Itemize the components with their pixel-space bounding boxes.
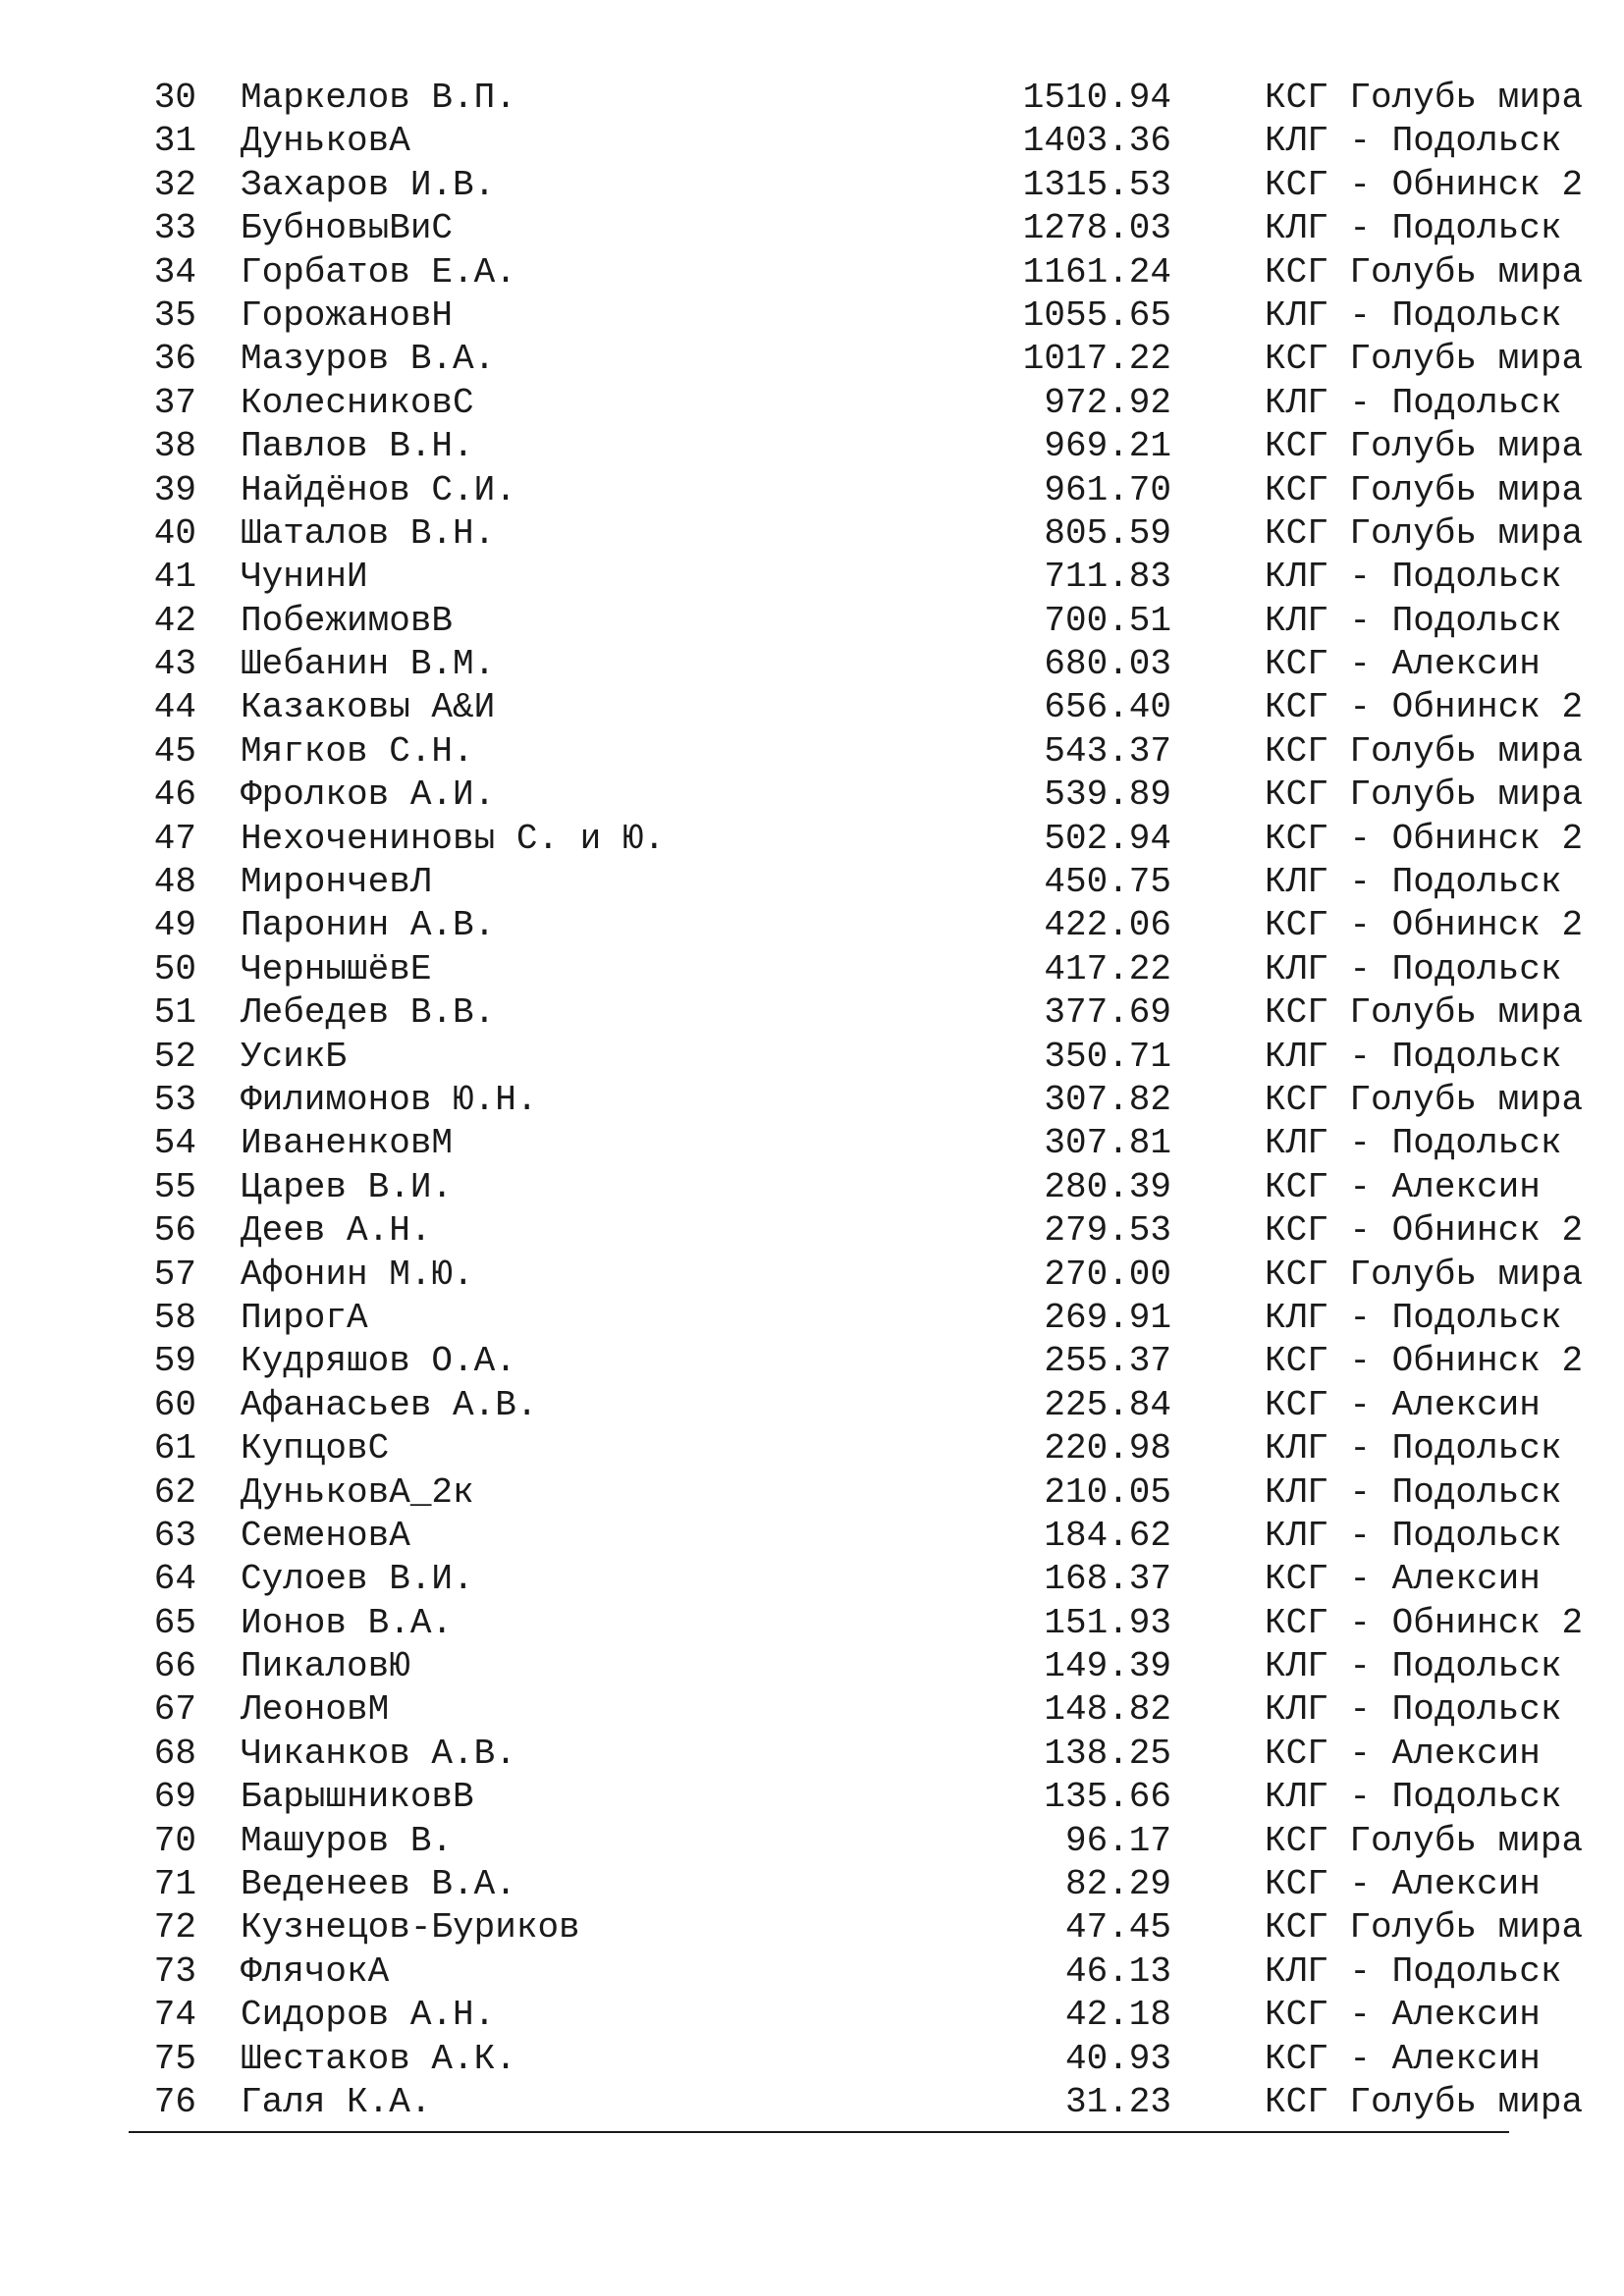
score-value: 307.82 <box>1044 1079 1171 1120</box>
participant-name: Казаковы А&И <box>241 687 496 728</box>
result-row <box>147 818 1584 861</box>
result-row <box>147 77 1584 120</box>
participant-name: Афанасьев А.В. <box>241 1384 538 1425</box>
club-name: КСГ - Обнинск 2 <box>1265 818 1584 859</box>
place-number: 67 <box>153 1689 196 1731</box>
score-value: 270.00 <box>1044 1254 1171 1295</box>
club-name: КСГ - Алексин <box>1265 1384 1541 1425</box>
score-value: 805.59 <box>1044 512 1171 554</box>
place-number: 66 <box>153 1646 196 1687</box>
participant-name: Мазуров В.А. <box>241 339 496 380</box>
club-name: КСГ Голубь мира <box>1265 78 1584 118</box>
club-name: КСГ Голубь мира <box>1265 469 1584 510</box>
club-name: КСГ Голубь мира <box>1265 774 1584 816</box>
place-number: 49 <box>153 905 196 946</box>
participant-name: Лебедев В.В. <box>241 992 496 1034</box>
result-row <box>147 1122 1562 1165</box>
club-name: КСГ Голубь мира <box>1265 339 1584 380</box>
club-name: КСГ - Алексин <box>1265 1864 1541 1905</box>
score-value: 220.98 <box>1044 1428 1171 1469</box>
participant-name: ПобежимовВ <box>241 600 454 641</box>
result-row <box>147 1733 1541 1776</box>
score-value: 149.39 <box>1044 1646 1171 1687</box>
place-number: 37 <box>153 382 196 423</box>
result-row <box>147 1994 1541 2037</box>
participant-name: Кудряшов О.А. <box>241 1341 516 1382</box>
result-row <box>147 1515 1562 1558</box>
place-number: 30 <box>153 78 196 118</box>
club-name: КСГ - Алексин <box>1265 1559 1541 1600</box>
participant-name: ИваненковМ <box>241 1123 454 1164</box>
place-number: 44 <box>153 687 196 728</box>
place-number: 42 <box>153 600 196 641</box>
participant-name: Мягков С.Н. <box>241 730 474 772</box>
place-number: 52 <box>153 1036 196 1077</box>
result-row <box>147 861 1562 904</box>
result-row <box>147 1384 1541 1427</box>
participant-name: Машуров В. <box>241 1820 454 1861</box>
participant-name: Павлов В.Н. <box>241 426 474 467</box>
score-value: 40.93 <box>1064 2038 1171 2079</box>
participant-name: Галя К.А. <box>241 2081 432 2122</box>
result-row <box>147 904 1584 947</box>
score-value: 969.21 <box>1044 426 1171 467</box>
score-value: 1315.53 <box>1022 164 1171 205</box>
score-value: 972.92 <box>1044 382 1171 423</box>
place-number: 62 <box>153 1471 196 1513</box>
score-value: 1403.36 <box>1022 121 1171 162</box>
result-row <box>147 948 1562 991</box>
place-number: 36 <box>153 339 196 380</box>
score-value: 961.70 <box>1044 469 1171 510</box>
club-name: КЛГ - Подольск <box>1265 1036 1562 1077</box>
club-name: КСГ - Обнинск 2 <box>1265 687 1584 728</box>
score-value: 135.66 <box>1044 1777 1171 1818</box>
score-value: 680.03 <box>1044 644 1171 685</box>
participant-name: Сидоров А.Н. <box>241 1995 496 2036</box>
place-number: 71 <box>153 1864 196 1905</box>
result-row <box>147 164 1584 207</box>
place-number: 45 <box>153 730 196 772</box>
club-name: КЛГ - Подольск <box>1265 1297 1562 1338</box>
score-value: 47.45 <box>1064 1907 1171 1949</box>
participant-name: Ионов В.А. <box>241 1602 454 1643</box>
place-number: 32 <box>153 164 196 205</box>
participant-name: Сулоев В.И. <box>241 1559 474 1600</box>
participant-name: ПирогА <box>241 1297 368 1338</box>
place-number: 59 <box>153 1341 196 1382</box>
participant-name: Деев А.Н. <box>241 1210 432 1252</box>
club-name: КСГ - Алексин <box>1265 1166 1541 1207</box>
result-row <box>147 1427 1562 1470</box>
participant-name: ЛеоновМ <box>241 1689 390 1731</box>
result-row <box>147 382 1562 425</box>
club-name: КЛГ - Подольск <box>1265 1950 1562 1992</box>
participant-name: ДуньковА <box>241 121 410 162</box>
club-name: КЛГ - Подольск <box>1265 600 1562 641</box>
participant-name: Чиканков А.В. <box>241 1733 516 1774</box>
score-value: 148.82 <box>1044 1689 1171 1731</box>
result-row <box>147 251 1584 294</box>
participant-name: Филимонов Ю.Н. <box>241 1079 538 1120</box>
participant-name: СеменовА <box>241 1515 410 1556</box>
score-value: 539.89 <box>1044 774 1171 816</box>
result-row <box>147 1340 1584 1383</box>
score-value: 42.18 <box>1064 1995 1171 2036</box>
score-value: 138.25 <box>1044 1733 1171 1774</box>
results-list <box>147 77 1584 2124</box>
bottom-rule <box>129 2131 1509 2133</box>
score-value: 1017.22 <box>1022 339 1171 380</box>
score-value: 307.81 <box>1044 1123 1171 1164</box>
club-name: КСГ Голубь мира <box>1265 512 1584 554</box>
score-value: 1510.94 <box>1022 78 1171 118</box>
club-name: КЛГ - Подольск <box>1265 382 1562 423</box>
club-name: КЛГ - Подольск <box>1265 948 1562 989</box>
participant-name: Веденеев В.А. <box>241 1864 516 1905</box>
result-row <box>147 991 1584 1035</box>
score-value: 700.51 <box>1044 600 1171 641</box>
participant-name: Шебанин В.М. <box>241 644 496 685</box>
place-number: 75 <box>153 2038 196 2079</box>
score-value: 255.37 <box>1044 1341 1171 1382</box>
result-row <box>147 1863 1541 1906</box>
place-number: 54 <box>153 1123 196 1164</box>
participant-name: КупцовС <box>241 1428 390 1469</box>
score-value: 82.29 <box>1064 1864 1171 1905</box>
club-name: КСГ Голубь мира <box>1265 1820 1584 1861</box>
place-number: 38 <box>153 426 196 467</box>
participant-name: Горбатов Е.А. <box>241 251 516 293</box>
place-number: 64 <box>153 1559 196 1600</box>
club-name: КСГ - Обнинск 2 <box>1265 905 1584 946</box>
participant-name: ФлячокА <box>241 1950 390 1992</box>
result-row <box>147 1688 1562 1732</box>
participant-name: Захаров И.В. <box>241 164 496 205</box>
score-value: 269.91 <box>1044 1297 1171 1338</box>
place-number: 69 <box>153 1777 196 1818</box>
place-number: 43 <box>153 644 196 685</box>
club-name: КСГ Голубь мира <box>1265 426 1584 467</box>
result-row <box>147 294 1562 338</box>
score-value: 280.39 <box>1044 1166 1171 1207</box>
place-number: 60 <box>153 1384 196 1425</box>
place-number: 47 <box>153 818 196 859</box>
participant-name: БарышниковВ <box>241 1777 474 1818</box>
place-number: 70 <box>153 1820 196 1861</box>
result-row <box>147 1297 1562 1340</box>
club-name: КСГ Голубь мира <box>1265 1907 1584 1949</box>
place-number: 63 <box>153 1515 196 1556</box>
result-row <box>147 1645 1562 1688</box>
result-row <box>147 1209 1584 1253</box>
place-number: 57 <box>153 1254 196 1295</box>
place-number: 46 <box>153 774 196 816</box>
score-value: 417.22 <box>1044 948 1171 989</box>
participant-name: Шаталов В.Н. <box>241 512 496 554</box>
place-number: 61 <box>153 1428 196 1469</box>
club-name: КЛГ - Подольск <box>1265 1646 1562 1687</box>
result-row <box>147 425 1584 468</box>
club-name: КСГ - Обнинск 2 <box>1265 1602 1584 1643</box>
club-name: КЛГ - Подольск <box>1265 1777 1562 1818</box>
score-value: 210.05 <box>1044 1471 1171 1513</box>
score-value: 656.40 <box>1044 687 1171 728</box>
club-name: КСГ Голубь мира <box>1265 251 1584 293</box>
place-number: 34 <box>153 251 196 293</box>
score-value: 279.53 <box>1044 1210 1171 1252</box>
club-name: КЛГ - Подольск <box>1265 208 1562 249</box>
result-row <box>147 1820 1584 1863</box>
score-value: 46.13 <box>1064 1950 1171 1992</box>
place-number: 48 <box>153 862 196 903</box>
score-value: 450.75 <box>1044 862 1171 903</box>
place-number: 55 <box>153 1166 196 1207</box>
place-number: 76 <box>153 2081 196 2122</box>
result-row <box>147 730 1584 774</box>
participant-name: ЧернышёвЕ <box>241 948 432 989</box>
result-row <box>147 469 1584 512</box>
club-name: КЛГ - Подольск <box>1265 1123 1562 1164</box>
club-name: КЛГ - Подольск <box>1265 1471 1562 1513</box>
club-name: КЛГ - Подольск <box>1265 294 1562 336</box>
score-value: 377.69 <box>1044 992 1171 1034</box>
result-row <box>147 1602 1584 1645</box>
participant-name: Паронин А.В. <box>241 905 496 946</box>
result-row <box>147 774 1584 817</box>
place-number: 58 <box>153 1297 196 1338</box>
participant-name: ПикаловЮ <box>241 1646 410 1687</box>
result-row <box>147 1079 1584 1122</box>
participant-name: Кузнецов-Буриков <box>241 1907 580 1949</box>
club-name: КСГ Голубь мира <box>1265 1254 1584 1295</box>
club-name: КСГ Голубь мира <box>1265 730 1584 772</box>
participant-name: УсикБ <box>241 1036 348 1077</box>
result-row <box>147 1950 1562 1994</box>
result-row <box>147 600 1562 643</box>
club-name: КСГ - Алексин <box>1265 644 1541 685</box>
club-name: КЛГ - Подольск <box>1265 557 1562 598</box>
place-number: 74 <box>153 1995 196 2036</box>
club-name: КСГ - Алексин <box>1265 2038 1541 2079</box>
participant-name: БубновыВиС <box>241 208 454 249</box>
score-value: 184.62 <box>1044 1515 1171 1556</box>
club-name: КСГ - Обнинск 2 <box>1265 1210 1584 1252</box>
score-value: 168.37 <box>1044 1559 1171 1600</box>
place-number: 73 <box>153 1950 196 1992</box>
club-name: КСГ - Обнинск 2 <box>1265 164 1584 205</box>
result-row <box>147 338 1584 381</box>
score-value: 1055.65 <box>1022 294 1171 336</box>
participant-name: ЧунинИ <box>241 557 368 598</box>
club-name: КСГ Голубь мира <box>1265 2081 1584 2122</box>
place-number: 35 <box>153 294 196 336</box>
result-row <box>147 207 1562 250</box>
place-number: 41 <box>153 557 196 598</box>
score-value: 225.84 <box>1044 1384 1171 1425</box>
club-name: КЛГ - Подольск <box>1265 1428 1562 1469</box>
club-name: КСГ - Алексин <box>1265 1733 1541 1774</box>
club-name: КЛГ - Подольск <box>1265 121 1562 162</box>
participant-name: Царев В.И. <box>241 1166 454 1207</box>
club-name: КСГ Голубь мира <box>1265 992 1584 1034</box>
participant-name: Маркелов В.П. <box>241 78 516 118</box>
result-row <box>147 1906 1584 1949</box>
score-value: 151.93 <box>1044 1602 1171 1643</box>
score-value: 543.37 <box>1044 730 1171 772</box>
participant-name: Афонин М.Ю. <box>241 1254 474 1295</box>
result-row <box>147 2038 1541 2081</box>
score-value: 502.94 <box>1044 818 1171 859</box>
club-name: КСГ Голубь мира <box>1265 1079 1584 1120</box>
participant-name: Шестаков А.К. <box>241 2038 516 2079</box>
club-name: КЛГ - Подольск <box>1265 1515 1562 1556</box>
result-row <box>147 643 1541 686</box>
score-value: 350.71 <box>1044 1036 1171 1077</box>
score-value: 422.06 <box>1044 905 1171 946</box>
result-row <box>147 512 1584 556</box>
place-number: 39 <box>153 469 196 510</box>
score-value: 96.17 <box>1064 1820 1171 1861</box>
club-name: КСГ - Алексин <box>1265 1995 1541 2036</box>
result-row <box>147 1036 1562 1079</box>
result-row <box>147 1558 1541 1601</box>
result-row <box>147 556 1562 599</box>
result-row <box>147 1471 1562 1515</box>
result-row <box>147 1254 1584 1297</box>
place-number: 68 <box>153 1733 196 1774</box>
place-number: 33 <box>153 208 196 249</box>
participant-name: Фролков А.И. <box>241 774 496 816</box>
place-number: 53 <box>153 1079 196 1120</box>
club-name: КЛГ - Подольск <box>1265 1689 1562 1731</box>
participant-name: КолесниковС <box>241 382 474 423</box>
score-value: 1161.24 <box>1022 251 1171 293</box>
participant-name: Найдёнов С.И. <box>241 469 516 510</box>
place-number: 51 <box>153 992 196 1034</box>
place-number: 56 <box>153 1210 196 1252</box>
participant-name: ГорожановН <box>241 294 454 336</box>
result-row <box>147 1776 1562 1819</box>
place-number: 50 <box>153 948 196 989</box>
club-name: КСГ - Обнинск 2 <box>1265 1341 1584 1382</box>
participant-name: Нехочениновы С. и Ю. <box>241 818 666 859</box>
score-value: 711.83 <box>1044 557 1171 598</box>
result-row <box>147 2081 1584 2124</box>
place-number: 65 <box>153 1602 196 1643</box>
result-row <box>147 686 1584 729</box>
score-value: 31.23 <box>1064 2081 1171 2122</box>
result-row <box>147 120 1562 163</box>
place-number: 40 <box>153 512 196 554</box>
participant-name: МирончевЛ <box>241 862 432 903</box>
score-value: 1278.03 <box>1022 208 1171 249</box>
club-name: КЛГ - Подольск <box>1265 862 1562 903</box>
place-number: 31 <box>153 121 196 162</box>
participant-name: ДуньковА_2к <box>241 1471 474 1513</box>
place-number: 72 <box>153 1907 196 1949</box>
result-row <box>147 1166 1541 1209</box>
